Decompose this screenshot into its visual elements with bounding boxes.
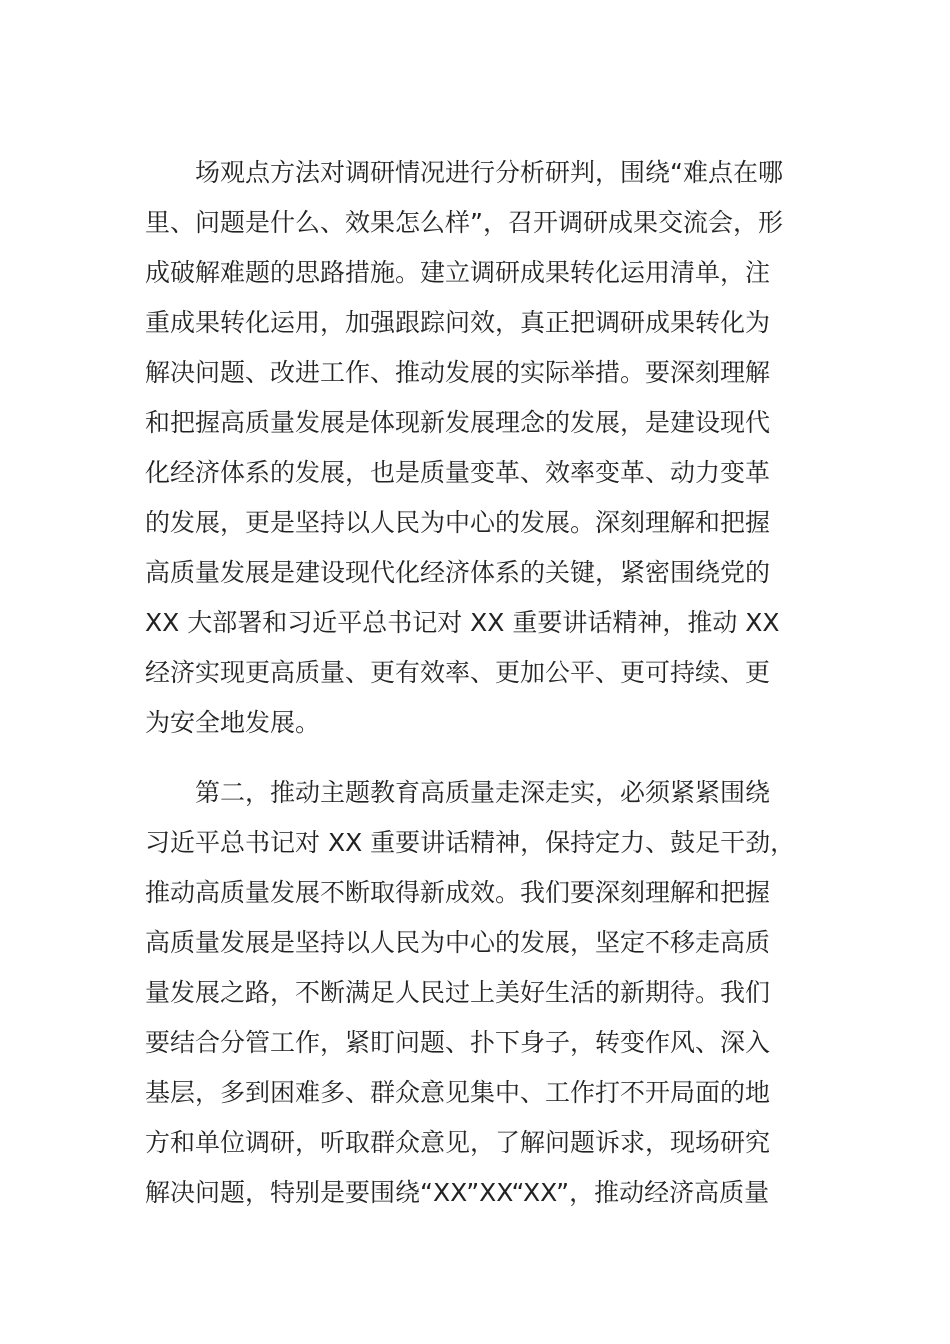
text-line: 场观点方法对调研情况进行分析研判，围绕“难点在哪	[195, 158, 783, 187]
text-line: 为安全地发展。	[145, 708, 321, 737]
text-line: 第二，推动主题教育高质量走深走实，必须紧紧围绕	[195, 778, 771, 807]
text-line: 成破解难题的思路措施。建立调研成果转化运用清单，注	[145, 258, 771, 287]
text-line: XX 大部署和习近平总书记对 XX 重要讲话精神，推动 XX	[145, 608, 780, 637]
text-line: 和把握高质量发展是体现新发展理念的发展，是建设现代	[145, 408, 771, 437]
text-line: 推动高质量发展不断取得新成效。我们要深刻理解和把握	[145, 878, 771, 907]
text-line: 里、问题是什么、效果怎么样”，召开调研成果交流会，形	[145, 208, 783, 237]
text-line: 解决问题、改进工作、推动发展的实际举措。要深刻理解	[145, 358, 771, 387]
text-line: 要结合分管工作，紧盯问题、扑下身子，转变作风、深入	[145, 1028, 771, 1057]
text-line: 化经济体系的发展，也是质量变革、效率变革、动力变革	[145, 458, 771, 487]
paragraph-2	[145, 768, 805, 1218]
text-line: 的发展，更是坚持以人民为中心的发展。深刻理解和把握	[145, 508, 771, 537]
text-line: 习近平总书记对 XX 重要讲话精神，保持定力、鼓足干劲，	[145, 828, 796, 857]
text-line: 基层，多到困难多、群众意见集中、工作打不开局面的地	[145, 1078, 771, 1107]
text-line: 量发展之路，不断满足人民过上美好生活的新期待。我们	[145, 978, 771, 1007]
text-line: 高质量发展是建设现代化经济体系的关键，紧密围绕党的	[145, 558, 771, 587]
text-line: 解决问题，特别是要围绕“XX”XX“XX”，推动经济高质量	[145, 1178, 770, 1207]
text-line: 经济实现更高质量、更有效率、更加公平、更可持续、更	[145, 658, 771, 687]
text-line: 方和单位调研，听取群众意见，了解问题诉求，现场研究	[145, 1128, 771, 1157]
text-line: 高质量发展是坚持以人民为中心的发展，坚定不移走高质	[145, 928, 771, 957]
text-line: 重成果转化运用，加强跟踪问效，真正把调研成果转化为	[145, 308, 771, 337]
paragraph-1	[145, 148, 805, 748]
